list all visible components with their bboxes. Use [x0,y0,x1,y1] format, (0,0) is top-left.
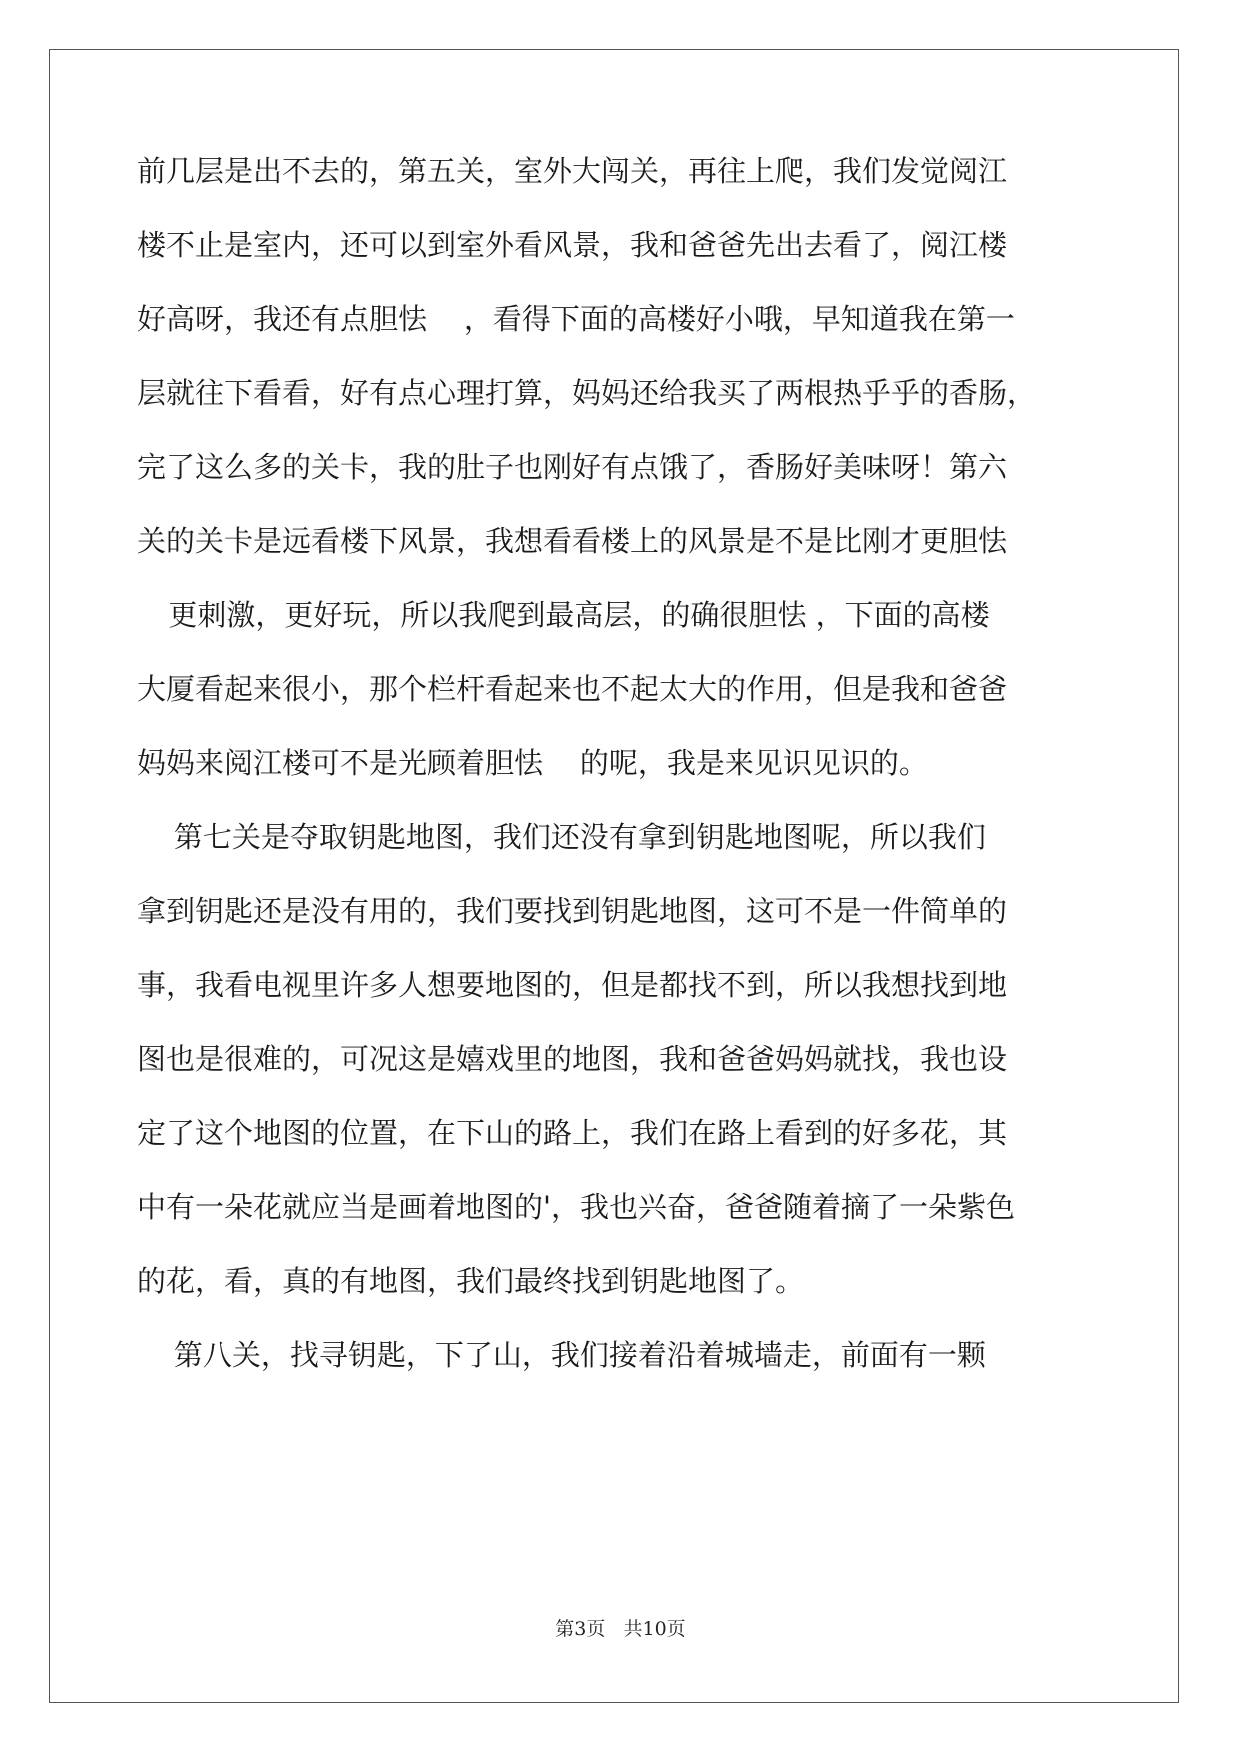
text-line: 拿到钥匙还是没有用的，我们要找到钥匙地图，这可不是一件简单的 [137,894,1008,928]
text-line: 妈妈来阅江楼可不是光顾着胆怯 的呢，我是来见识见识的。 [137,746,928,780]
text-line: 事，我看电视里许多人想要地图的，但是都找不到，所以我想找到地 [137,968,1008,1002]
text-line: 第七关是夺取钥匙地图，我们还没有拿到钥匙地图呢，所以我们 [137,820,986,854]
text-line: 关的关卡是远看楼下风景，我想看看楼上的风景是不是比刚才更胆怯 [137,524,1008,558]
text-line: 更刺激，更好玩，所以我爬到最高层，的确很胆怯 ，下面的高楼 [150,598,990,632]
text-line: 图也是很难的，可况这是嬉戏里的地图，我和爸爸妈妈就找，我也设 [137,1042,1008,1076]
text-line: 层就往下看看，好有点心理打算，妈妈还给我买了两根热乎乎的香肠， [137,376,1037,410]
text-line: 好高呀，我还有点胆怯 ，看得下面的高楼好小哦，早知道我在第一 [137,302,1015,336]
page-number: 第3页 共10页 [555,1618,686,1640]
text-line: 定了这个地图的位置，在下山的路上，我们在路上看到的好多花，其 [137,1116,1008,1150]
text-line: 大厦看起来很小，那个栏杆看起来也不起太大的作用，但是我和爸爸 [137,672,1008,706]
text-line: 前几层是出不去的，第五关，室外大闯关，再往上爬，我们发觉阅江 [137,154,1008,188]
text-line: 完了这么多的关卡，我的肚子也刚好有点饿了，香肠好美味呀！第六 [137,450,1008,484]
text-line: 的花，看，真的有地图，我们最终找到钥匙地图了。 [137,1264,805,1298]
text-line: 楼不止是室内，还可以到室外看风景，我和爸爸先出去看了，阅江楼 [137,228,1008,262]
page-border [49,49,1179,1703]
text-line: 第八关，找寻钥匙，下了山，我们接着沿着城墙走，前面有一颗 [137,1338,986,1372]
text-line: 中有一朵花就应当是画着地图的'，我也兴奋，爸爸随着摘了一朵紫色 [137,1190,1015,1224]
